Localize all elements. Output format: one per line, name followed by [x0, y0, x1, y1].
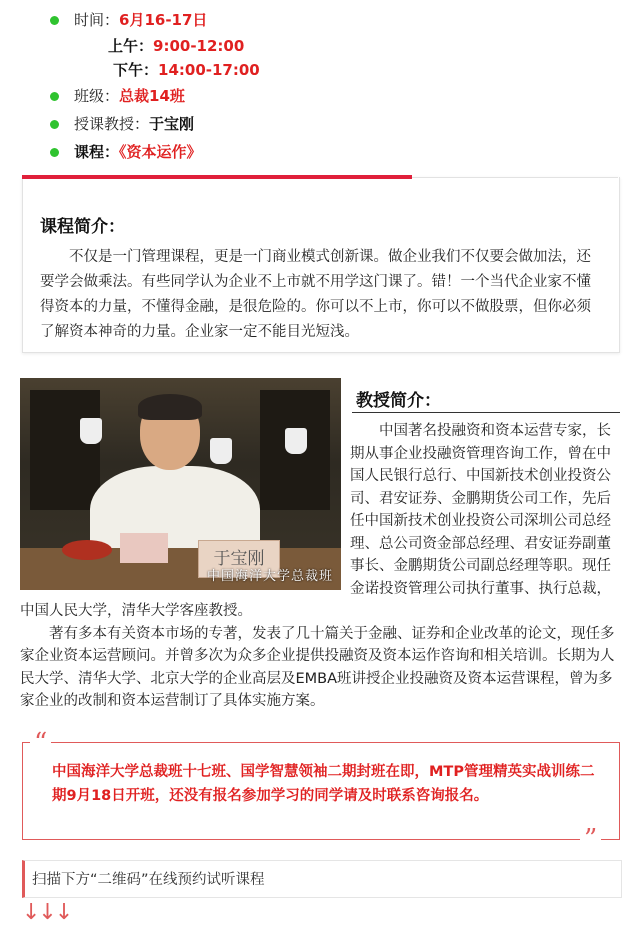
time-value: 6月16-17日 — [119, 11, 208, 29]
professor-value: 于宝刚 — [149, 115, 195, 133]
professor-intro-body — [20, 420, 620, 713]
professor-intro-para2: 著有多本有关资本市场的专著，发表了几十篇关于金融、证券和企业改革的论文，现任多家企业资本运营顾问。并曾多次为众多企业提供投融资及资本运作咨询和相关培训。长期为人民大学、清华大学、北京大学的企业高层及EMBA班讲授企业投融资及资本运营课程，曾为多家企业的改制和资本运营制订了具体实施方案。 — [20, 625, 615, 709]
photo-caption: 中国海洋大学总裁班 — [206, 569, 333, 584]
photo-person-hair — [138, 394, 202, 420]
bullet-dot-icon — [50, 92, 59, 101]
photo-float-spacer — [20, 420, 350, 600]
info-morning-row — [108, 34, 244, 58]
bullet-dot-icon — [50, 120, 59, 129]
afternoon-value: 14:00-17:00 — [158, 61, 260, 79]
course-intro-text: 不仅是一门管理课程，更是一门商业模式创新课。做企业我们不仅要会做加法，还要学会做乘法。有些同学认为企业不上市就不用学这门课了。错！一个当代企业家不懂得资本的力量，不懂得金融，是很危险的。你可以不上市，你可以不做股票，但你必须了解资本神奇的力量。企业家一定不能目光短浅。 — [40, 249, 591, 340]
bullet-dot-icon — [50, 148, 59, 157]
bullet-dot-icon — [50, 16, 59, 25]
professor-intro-divider — [352, 412, 620, 413]
professor-intro-title: 教授简介： — [356, 391, 441, 411]
afternoon-label: 下午： — [113, 61, 159, 79]
course-intro-accent-bar — [22, 175, 412, 179]
quote-close-icon: ” — [580, 826, 601, 852]
announcement-text: 中国海洋大学总裁班十七班、国学智慧领袖二期封班在即，MTP管理精英实战训练二期9月18日开班，还没有报名参加学习的同学请及时联系咨询报名。 — [52, 764, 595, 804]
professor-intro-para1: 中国著名投融资和资本运营专家，长期从事企业投融资管理咨询工作，曾在中国人民银行总行、中国新技术创业投资公司、君安证券、金鹏期货公司工作，先后任中国新技术创业投资公司深圳公司总经理、总公司资金部总经理、君安证券副董事长、金鹏期货公司副总经理等职。现任金诺投资管理公司执行董事、执行总裁，中国人民大学，清华大学客座教授。 — [20, 423, 611, 619]
class-label: 班级： — [74, 87, 120, 105]
down-arrows-icon: ↓↓↓ — [22, 900, 72, 925]
class-value: 总裁14班 — [119, 87, 185, 105]
course-label: 课程： — [74, 143, 120, 161]
course-intro-divider — [412, 177, 618, 178]
photo-nameplate: 于宝刚 — [198, 540, 280, 578]
scan-qr-text: 扫描下方“二维码”在线预约试听课程 — [32, 872, 265, 888]
morning-label: 上午： — [108, 37, 154, 55]
info-afternoon-row — [113, 58, 260, 82]
course-value: 《资本运作》 — [119, 143, 202, 161]
morning-value: 9:00-12:00 — [153, 37, 245, 55]
quote-open-icon: “ — [30, 730, 51, 756]
time-label: 时间： — [74, 11, 120, 29]
course-intro-title: 课程简介： — [40, 217, 125, 237]
professor-label: 授课教授： — [74, 115, 150, 133]
